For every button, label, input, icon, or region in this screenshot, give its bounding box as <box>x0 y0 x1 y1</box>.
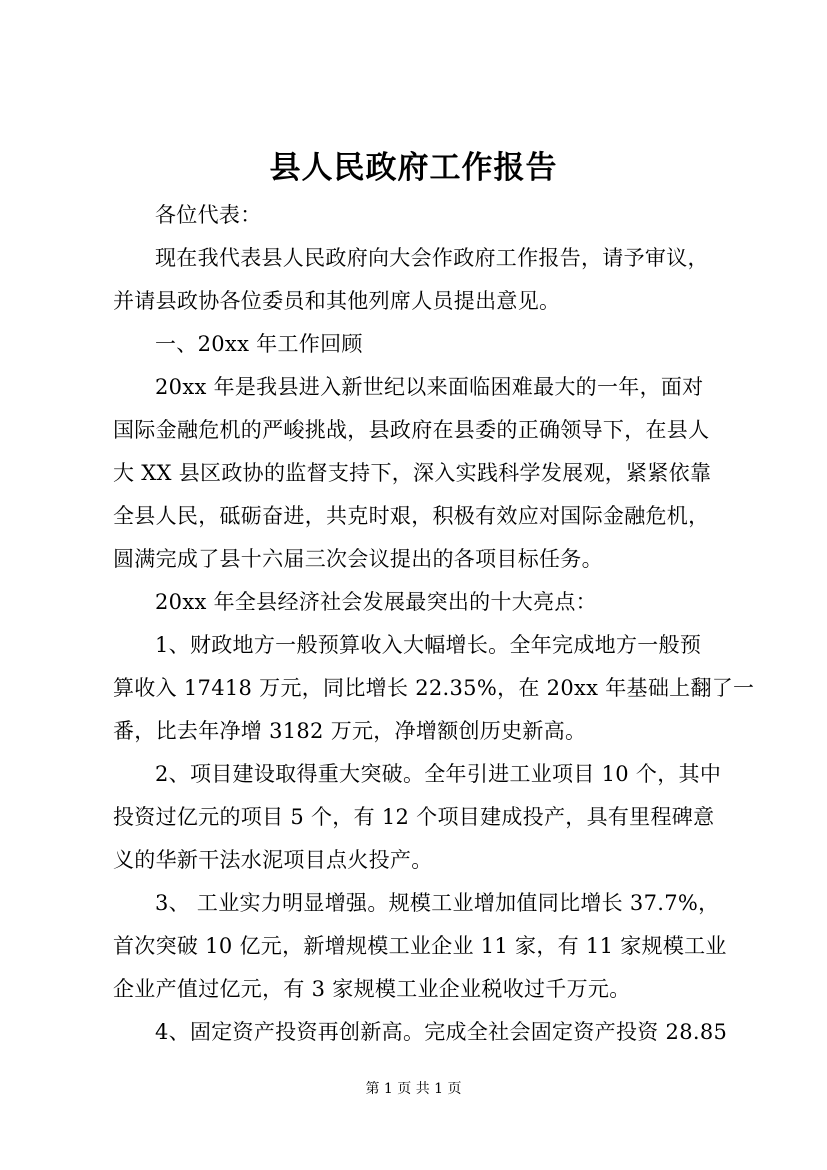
text-line: 番，比去年净增 3182 万元，净增额创历史新高。 <box>113 719 587 743</box>
text-line: 首次突破 10 亿元，新增规模工业企业 11 家，有 11 家规模工业 <box>113 934 727 958</box>
paragraph-salutation <box>113 194 738 237</box>
text-line: 一、20xx 年工作回顾 <box>155 332 363 356</box>
text-line: 各位代表： <box>155 203 262 227</box>
text-line: 算收入 17418 万元，同比增长 22.35%，在 20xx 年基础上翻了一 <box>113 676 755 700</box>
text-line: 国际金融危机的严峻挑战，县政府在县委的正确领导下，在县人 <box>113 418 710 442</box>
text-line: 大 XX 县区政协的监督支持下，深入实践科学发展观，紧紧依靠 <box>113 461 712 485</box>
text-line: 圆满完成了县十六届三次会议提出的各项目标任务。 <box>113 547 603 571</box>
text-line: 20xx 年是我县进入新世纪以来面临困难最大的一年，面对 <box>155 375 704 399</box>
text-line: 20xx 年全县经济社会发展最突出的十大亮点： <box>155 590 597 614</box>
paragraph-highlight-1 <box>113 624 755 753</box>
paragraph-highlights-intro <box>113 581 738 624</box>
paragraph-highlight-4 <box>113 1011 738 1054</box>
text-line: 3、 工业实力明显增强。规模工业增加值同比增长 37.7%， <box>155 891 720 915</box>
section-heading <box>113 323 738 366</box>
paragraph-highlight-2 <box>113 753 738 882</box>
document-title: 县人民政府工作报告 <box>269 150 558 186</box>
text-line: 全县人民，砥砺奋进，共克时艰，积极有效应对国际金融危机， <box>113 504 710 528</box>
text-line: 4、固定资产投资再创新高。完成全社会固定资产投资 28.85 <box>155 1020 728 1044</box>
page-number-footer: 第 1 页 共 1 页 <box>365 1081 462 1097</box>
text-line: 企业产值过亿元，有 3 家规模工业企业税收过千万元。 <box>113 977 631 1001</box>
text-line: 义的华新干法水泥项目点火投产。 <box>113 848 433 872</box>
paragraph-highlight-3 <box>113 882 738 1011</box>
text-line: 1、财政地方一般预算收入大幅增长。全年完成地方一般预 <box>155 633 702 657</box>
text-line: 投资过亿元的项目 5 个，有 12 个项目建成投产，具有里程碑意 <box>113 805 715 829</box>
text-line: 并请县政协各位委员和其他列席人员提出意见。 <box>113 289 561 313</box>
paragraph-intro <box>113 237 738 323</box>
paragraph-review <box>113 366 738 581</box>
text-line: 现在我代表县人民政府向大会作政府工作报告，请予审议， <box>155 246 709 270</box>
text-line: 2、项目建设取得重大突破。全年引进工业项目 10 个，其中 <box>155 762 722 786</box>
